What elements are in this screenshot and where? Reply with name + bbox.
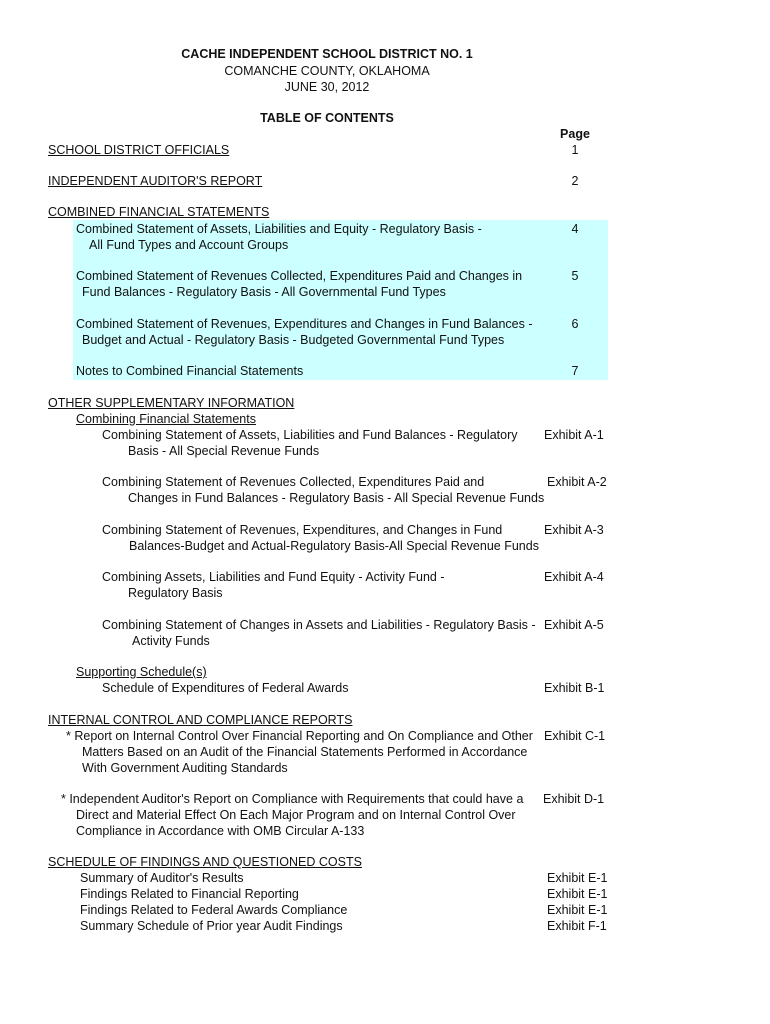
combined-item-3-page: 6	[571, 317, 579, 331]
federal-awards-schedule[interactable]: Schedule of Expenditures of Federal Awards	[102, 681, 349, 695]
combined-item-1-line1[interactable]: Combined Statement of Assets, Liabilities and Equity - Regulatory Basis -	[76, 222, 482, 236]
supporting-schedules-subheading[interactable]: Supporting Schedule(s)	[76, 665, 207, 679]
toc-title: TABLE OF CONTENTS	[260, 111, 394, 125]
combined-item-2-line2: Fund Balances - Regulatory Basis - All Governmental Fund Types	[82, 285, 446, 299]
page-column-label: Page	[560, 127, 590, 141]
combined-item-1-line2: All Fund Types and Account Groups	[89, 238, 289, 252]
toc-auditor-report-link[interactable]: INDEPENDENT AUDITOR'S REPORT	[48, 174, 263, 188]
internal-item-2-page: Exhibit D-1	[543, 792, 605, 806]
supp-item-4-line1[interactable]: Combining Assets, Liabilities and Fund Equity - Activity Fund -	[102, 570, 445, 584]
internal-item-1-line1[interactable]: * Report on Internal Control Over Financial Reporting and On Compliance and Other	[66, 729, 533, 743]
federal-awards-schedule-page: Exhibit B-1	[544, 681, 605, 695]
combined-item-4-line1[interactable]: Notes to Combined Financial Statements	[76, 364, 304, 378]
district-name: CACHE INDEPENDENT SCHOOL DISTRICT NO. 1	[181, 47, 473, 61]
internal-item-1-line3: With Government Auditing Standards	[82, 761, 288, 775]
report-date: JUNE 30, 2012	[284, 80, 370, 94]
combining-statements-subheading[interactable]: Combining Financial Statements	[76, 412, 256, 426]
supp-item-3-page: Exhibit A-3	[544, 523, 604, 537]
findings-item-2-page: Exhibit E-1	[547, 887, 608, 901]
combined-item-3-line1[interactable]: Combined Statement of Revenues, Expenditures and Changes in Fund Balances -	[76, 317, 533, 331]
findings-item-1[interactable]: Summary of Auditor's Results	[80, 871, 244, 885]
findings-item-2[interactable]: Findings Related to Financial Reporting	[80, 887, 299, 901]
supp-item-5-line2: Activity Funds	[132, 634, 210, 648]
toc-officials-link[interactable]: SCHOOL DISTRICT OFFICIALS	[48, 143, 230, 157]
combined-item-2-line1[interactable]: Combined Statement of Revenues Collected, Expenditures Paid and Changes in	[76, 269, 523, 283]
supp-item-5-page: Exhibit A-5	[544, 618, 604, 632]
findings-item-3[interactable]: Findings Related to Federal Awards Compliance	[80, 903, 348, 917]
toc-officials-page: 1	[571, 143, 579, 157]
supp-item-2-page: Exhibit A-2	[547, 475, 607, 489]
internal-control-heading[interactable]: INTERNAL CONTROL AND COMPLIANCE REPORTS	[48, 713, 353, 727]
findings-item-4-page: Exhibit F-1	[547, 919, 607, 933]
supp-item-1-line1[interactable]: Combining Statement of Assets, Liabilities and Fund Balances - Regulatory	[102, 428, 518, 442]
findings-heading[interactable]: SCHEDULE OF FINDINGS AND QUESTIONED COSTS	[48, 855, 362, 869]
combined-item-2-page: 5	[571, 269, 579, 283]
supp-item-2-line1[interactable]: Combining Statement of Revenues Collected, Expenditures Paid and	[102, 475, 485, 489]
supp-item-4-line2: Regulatory Basis	[128, 586, 223, 600]
supp-item-5-line1[interactable]: Combining Statement of Changes in Assets and Liabilities - Regulatory Basis -	[102, 618, 536, 632]
internal-item-1-line2: Matters Based on an Audit of the Financial Statements Performed in Accordance	[82, 745, 528, 759]
findings-item-3-page: Exhibit E-1	[547, 903, 608, 917]
supp-item-3-line1[interactable]: Combining Statement of Revenues, Expenditures, and Changes in Fund	[102, 523, 503, 537]
internal-item-2-line3: Compliance in Accordance with OMB Circular A-133	[76, 824, 365, 838]
supp-item-4-page: Exhibit A-4	[544, 570, 604, 584]
supp-item-3-line2: Balances-Budget and Actual-Regulatory Basis-All Special Revenue Funds	[129, 539, 539, 553]
internal-item-1-page: Exhibit C-1	[544, 729, 606, 743]
combined-item-4-page: 7	[571, 364, 579, 378]
findings-item-1-page: Exhibit E-1	[547, 871, 608, 885]
combined-statements-heading[interactable]: COMBINED FINANCIAL STATEMENTS	[48, 205, 270, 219]
county-name: COMANCHE COUNTY, OKLAHOMA	[224, 64, 430, 78]
findings-item-4[interactable]: Summary Schedule of Prior year Audit Findings	[80, 919, 343, 933]
internal-item-2-line2: Direct and Material Effect On Each Major Program and on Internal Control Over	[76, 808, 516, 822]
combined-item-3-line2: Budget and Actual - Regulatory Basis - Budgeted Governmental Fund Types	[82, 333, 505, 347]
internal-item-2-line1[interactable]: * Independent Auditor's Report on Compliance with Requirements that could have a	[61, 792, 524, 806]
toc-auditor-report-page: 2	[571, 174, 579, 188]
supp-item-1-line2: Basis - All Special Revenue Funds	[128, 444, 320, 458]
supp-item-2-line2: Changes in Fund Balances - Regulatory Basis - All Special Revenue Funds	[128, 491, 545, 505]
combined-item-1-page: 4	[571, 222, 579, 236]
supp-item-1-page: Exhibit A-1	[544, 428, 604, 442]
supplementary-heading[interactable]: OTHER SUPPLEMENTARY INFORMATION	[48, 396, 295, 410]
